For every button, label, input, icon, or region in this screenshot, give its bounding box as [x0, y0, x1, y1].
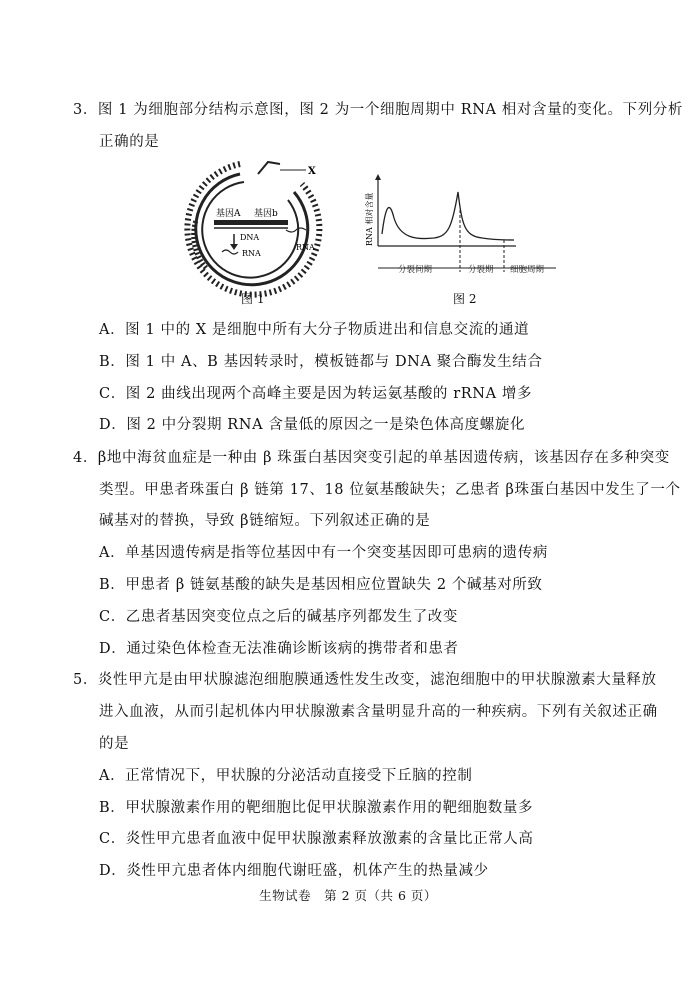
figure2-interphase-label: 分裂间期	[398, 265, 433, 275]
q3-option-c: C．图 2 曲线出现两个高峰主要是因为转运氨基酸的 rRNA 增多	[99, 386, 533, 402]
q4-stem-line1: 4．β地中海贫血症是一种由 β 珠蛋白基因突变引起的单基因遗传病，该基因存在多种突变	[73, 450, 670, 466]
figure1-label-rna-outer: RNA	[296, 243, 315, 252]
q3-stem-line2: 正确的是	[99, 134, 160, 150]
figure2-mitosis-label: 分裂期	[468, 265, 494, 275]
q5-stem-line1: 5．炎性甲亢是由甲状腺滤泡细胞膜通透性发生改变，滤泡细胞中的甲状腺激素大量释放	[73, 672, 657, 688]
figure2-caption: 图 2	[453, 292, 477, 306]
figure1-gene-a: 基因A	[216, 209, 241, 219]
q5-stem-line2: 进入血液，从而引起机体内甲状腺激素含量明显升高的一种疾病。下列有关叙述正确	[99, 704, 658, 720]
figure1-gene-b: 基因b	[254, 209, 278, 219]
q4-option-c: C．乙患者基因突变位点之后的碱基序列都发生了改变	[99, 609, 458, 625]
figure2-cycle-label: 细胞周期	[510, 265, 545, 275]
page-footer: 生物试卷 第 2 页（共 6 页）	[259, 888, 437, 903]
q3-option-a: A．图 1 中的 X 是细胞中所有大分子物质进出和信息交流的通道	[99, 322, 530, 338]
q3-stem-line1: 3．图 1 为细胞部分结构示意图，图 2 为一个细胞周期中 RNA 相对含量的变化。下列分析	[73, 102, 684, 118]
figure2-ylabel: RNA 相对含量	[365, 192, 374, 246]
q5-option-a: A．正常情况下，甲状腺的分泌活动直接受下丘脑的控制	[99, 768, 473, 784]
q3-option-d: D．图 2 中分裂期 RNA 含量低的原因之一是染色体高度螺旋化	[99, 417, 526, 433]
q4-option-d: D．通过染色体检查无法准确诊断该病的携带者和患者	[99, 641, 459, 657]
q4-option-b: B．甲患者 β 链氨基酸的缺失是基因相应位置缺失 2 个碱基对所致	[99, 577, 543, 593]
figure1-label-dna: DNA	[240, 233, 260, 242]
figure1-caption: 图 1	[241, 292, 265, 306]
figure1-label-x: X	[308, 166, 316, 177]
q4-option-a: A．单基因遗传病是指等位基因中有一个突变基因即可患病的遗传病	[99, 545, 548, 561]
q4-stem-line3: 碱基对的替换，导致 β链缩短。下列叙述正确的是	[99, 513, 431, 529]
q5-option-c: C．炎性甲亢患者血液中促甲状腺激素释放激素的含量比正常人高	[99, 831, 534, 847]
q3-option-b: B．图 1 中 A、B 基因转录时，模板链都与 DNA 聚合酶发生结合	[99, 354, 543, 370]
q4-stem-line2: 类型。甲患者珠蛋白 β 链第 17、18 位氨基酸缺失；乙患者 β珠蛋白基因中发生了一个	[99, 482, 681, 498]
figure1-label-rna-inner: RNA	[242, 249, 261, 258]
q5-stem-line3: 的是	[99, 736, 130, 752]
q5-option-d: D．炎性甲亢患者体内细胞代谢旺盛，机体产生的热量减少	[99, 863, 489, 879]
q5-option-b: B．甲状腺激素作用的靶细胞比促甲状腺激素作用的靶细胞数量多	[99, 800, 534, 816]
figure2-rna-curve	[364, 172, 558, 280]
figure1-cell-diagram	[176, 160, 326, 298]
